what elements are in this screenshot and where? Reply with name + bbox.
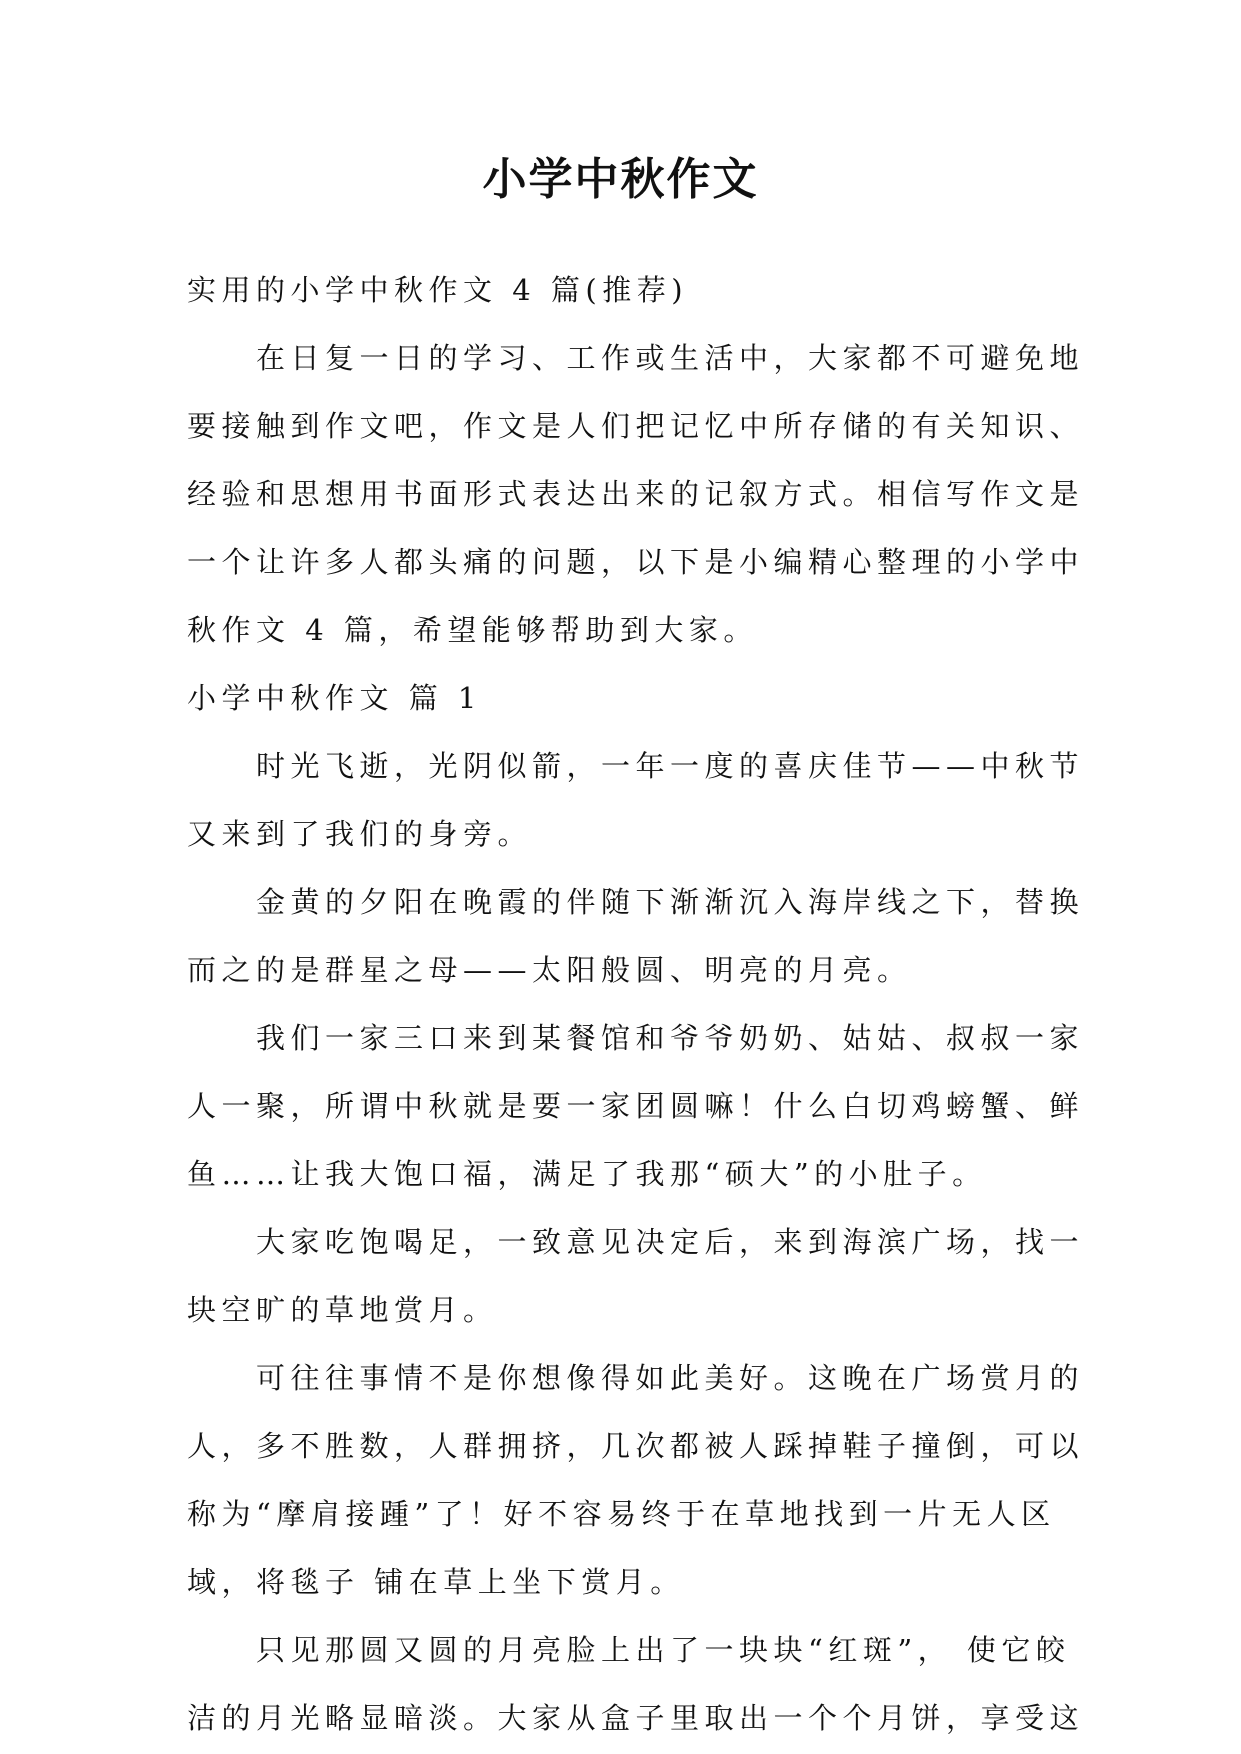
paragraph-line: 秋作文 4 篇，希望能够帮助到大家。: [187, 613, 758, 647]
paragraph-line: 块空旷的草地赏月。: [187, 1293, 498, 1327]
document-body: [187, 256, 1085, 1752]
paragraph-line: 金黄的夕阳在晚霞的伴随下渐渐沉入海岸线之下，替换: [256, 885, 1085, 919]
paragraph-line: 而之的是群星之母——太阳般圆、明亮的月亮。: [187, 953, 912, 987]
section-heading: 小学中秋作文 篇 1: [187, 681, 482, 715]
paragraph-line: 要接触到作文吧，作文是人们把记忆中所存储的有关知识、: [187, 409, 1085, 443]
paragraph-line: 称为“摩肩接踵”了！好不容易终于在草地找到一片无人区: [187, 1497, 1056, 1531]
paragraph-line: 一个让许多人都头痛的问题，以下是小编精心整理的小学中: [187, 545, 1085, 579]
document-title: 小学中秋作文: [482, 154, 759, 205]
paragraph-line: 洁的月光略显暗淡。大家从盒子里取出一个个月饼，享受这: [187, 1701, 1085, 1735]
paragraph-line: 人，多不胜数，人群拥挤，几次都被人踩掉鞋子撞倒，可以: [187, 1429, 1085, 1463]
paragraph-line: 又来到了我们的身旁。: [187, 817, 533, 851]
paragraph-line: 只见那圆又圆的月亮脸上出了一块块“红斑”， 使它皎: [256, 1633, 1071, 1667]
paragraph-line: 在日复一日的学习、工作或生活中，大家都不可避免地: [256, 341, 1085, 375]
paragraph-line: 经验和思想用书面形式表达出来的记叙方式。相信写作文是: [187, 477, 1085, 511]
paragraph-line: 大家吃饱喝足，一致意见决定后，来到海滨广场，找一: [256, 1225, 1085, 1259]
paragraph-line: 人一聚，所谓中秋就是要一家团圆嘛！什么白切鸡螃蟹、鲜: [187, 1089, 1085, 1123]
paragraph-line: 鱼……让我大饱口福，满足了我那“硕大”的小肚子。: [187, 1157, 987, 1191]
paragraph-line: 时光飞逝，光阴似箭，一年一度的喜庆佳节——中秋节: [256, 749, 1085, 783]
subtitle-line: 实用的小学中秋作文 4 篇(推荐): [187, 273, 689, 307]
paragraph-line: 域，将毯子 铺在草上坐下赏月。: [187, 1565, 685, 1599]
paragraph-line: 我们一家三口来到某餐馆和爷爷奶奶、姑姑、叔叔一家: [256, 1021, 1085, 1055]
paragraph-line: 可往往事情不是你想像得如此美好。这晚在广场赏月的: [256, 1361, 1085, 1395]
